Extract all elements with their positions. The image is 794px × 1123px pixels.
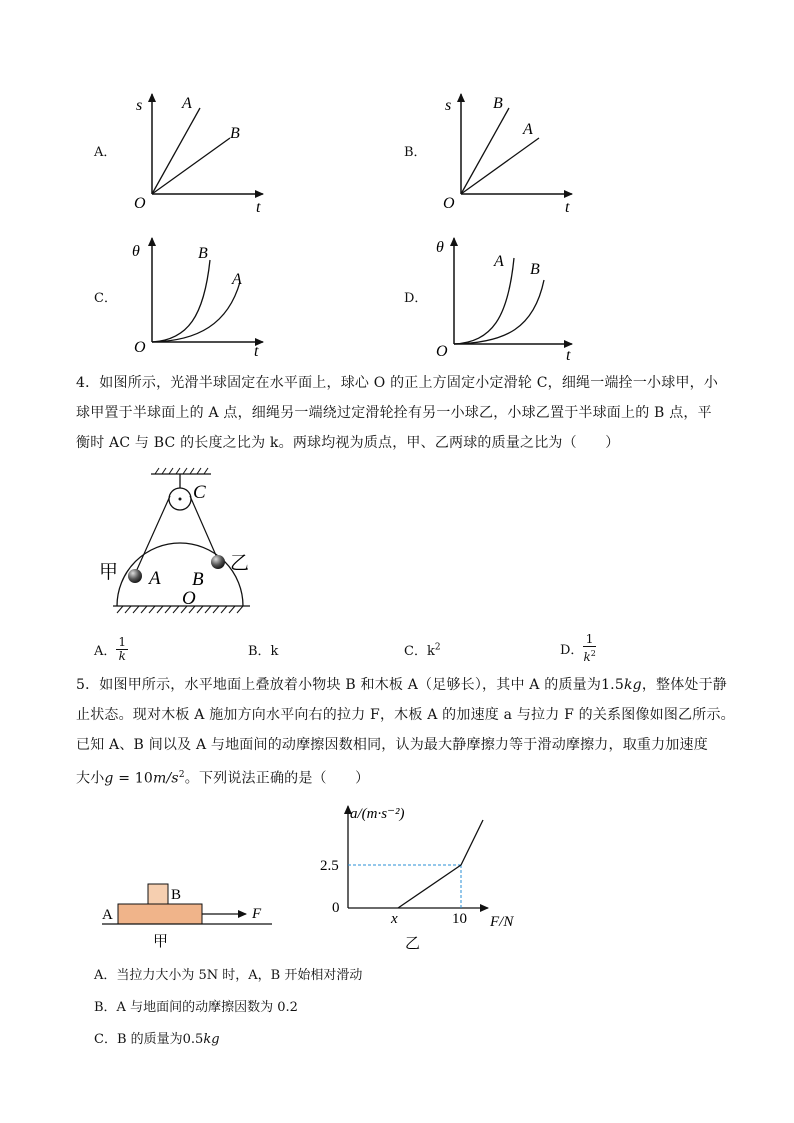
x-axis-label: F/N [490,914,514,930]
q5-line-4 [76,760,736,794]
x-axis-label: t [565,199,570,213]
label-b: B [192,569,204,590]
question-5-text [76,670,736,794]
option-a-label: A． [94,145,117,160]
q5-line-1-end: ，整体处于静 [641,677,728,693]
q5-answer-b[interactable]: B．A 与地面间的动摩擦因数为 0.2 [94,1000,298,1015]
q4-line-2: 球甲置于半球面上的 A 点，细绳另一端绕过定滑轮拴有另一小球乙，小球乙置于半球面上的 B 点，平 [76,405,712,421]
fraction [116,636,128,663]
pulley-axle [179,498,182,501]
y-axis-label: s [136,97,143,114]
curve-label-2: B [530,261,540,278]
board-a [118,904,202,924]
numerator: 1 [583,633,595,647]
q4-line-1: 4．如图所示，光滑半球固定在水平面上，球心 O 的正上方固定小定滑轮 C，细绳一端拴一小球甲，小 [76,375,719,391]
mass-unit: kg [623,677,642,693]
gravity-exponent: 2 [178,770,185,780]
q4-figure [95,466,275,618]
curve-label-2: A [523,121,533,138]
y-axis-label: θ [436,239,444,256]
curve-b [152,260,210,342]
origin-label: O [134,195,146,212]
origin-label: O [436,343,448,360]
curve-label-2: B [230,125,240,142]
q4-option-c[interactable] [404,640,441,659]
denominator [583,647,595,664]
curve-label-2: A [232,271,242,288]
y-tick-2.5: 2.5 [320,858,339,874]
caption-jia: 甲 [153,934,169,950]
q5-line-2: 止状态。现对木板 A 施加方向水平向右的拉力 F，木板 A 的加速度 a 与拉力 F 的关系图像如图乙所示。 [76,707,735,723]
curve-label-1: B [493,95,503,112]
numerator: 1 [118,634,127,649]
block-b [148,884,168,904]
q5-line-1-start: 5．如图甲所示，水平地面上叠放着小物块 B 和木板 A（足够长），其中 A 的质量为 [76,677,602,693]
x-axis-label: t [254,343,259,360]
figure-jia [96,876,281,954]
gravity-unit: m/s [153,770,179,787]
curve-label-1: A [494,253,504,270]
y-axis-label: θ [132,243,140,260]
fraction [583,633,595,664]
q5-line-3: 已知 A、B 间以及 A 与地面间的动摩擦因数相同，认为最大静摩擦力等于滑动摩擦力，取重力加速度 [76,737,708,753]
label-c: C [193,482,206,503]
q4-option-d[interactable] [560,630,596,666]
label-block-b: B [171,887,182,903]
mass-unit: kg [203,1032,220,1047]
graph-option-d [430,232,585,366]
y-tick-0: 0 [332,900,340,916]
origin-label: O [134,339,146,356]
line-a [152,108,200,194]
curve-a [454,258,514,344]
q5-line-1 [76,670,736,700]
x-tick-10: 10 [452,911,467,927]
ground-hatching [117,606,243,613]
option-b-label: B． [404,145,427,160]
option-c-label: C． [94,291,117,306]
label-yi: 乙 [230,553,250,574]
exponent: 2 [590,648,596,658]
caption-yi: 乙 [405,936,421,952]
rope-right [190,496,218,560]
q5-line-4-start: 大小 [76,770,105,787]
graph-option-a [128,88,278,213]
x-tick-x: x [391,911,398,927]
rope-left [135,496,170,574]
curve-a [152,282,240,342]
q5-answer-c[interactable] [94,1024,220,1056]
curve-label-1: A [182,95,192,112]
ceiling-hatching [155,468,208,474]
y-axis-label: s [445,97,452,114]
q4-option-b[interactable]: B．k [248,644,279,659]
label-o: O [182,588,196,609]
denominator: k [118,648,126,663]
gravity-symbol: g [104,770,114,787]
origin-label: O [443,195,455,212]
x-axis-label: t [256,199,261,213]
line-b [461,108,509,194]
label-jia: 甲 [99,562,119,583]
line-b [152,138,230,194]
q4-line-3: 衡时 AC 与 BC 的长度之比为 k。两球均视为质点，甲、乙两球的质量之比为（ ） [76,435,620,451]
q4-option-a-label: A． [94,643,117,659]
ball-jia [128,569,142,583]
mass-a-value: 1.5 [601,677,624,693]
exponent: 2 [434,642,441,653]
q5-line-4-end: 。下列说法正确的是（ ） [184,770,370,787]
option-d-label: D． [404,291,428,306]
question-4-text [76,368,736,458]
label-force: F [252,906,262,922]
gravity-value: = 10 [113,770,154,787]
curve-label-1: B [198,245,208,262]
graph-option-b [437,88,587,213]
x-axis-label: t [566,347,571,364]
q4-option-d-label: D． [560,642,584,658]
figure-yi-chart [310,798,525,956]
graph-option-c [128,232,278,362]
denominator-base: k [583,649,591,664]
ball-yi [211,555,225,569]
line-a [461,138,539,194]
q4-option-a[interactable] [94,632,128,666]
y-axis-label: a/(m·s⁻²) [350,806,405,822]
q5-answer-a[interactable]: A．当拉力大小为 5N 时，A，B 开始相对滑动 [94,968,363,983]
q5-answer-c-text: C．B 的质量为 [94,1032,183,1047]
data-segment-2 [461,820,483,865]
curve-b [454,280,544,344]
data-segment-1 [398,865,461,908]
label-a: A [149,568,161,589]
label-board-a: A [102,907,113,923]
mass-b-value: 0.5 [182,1032,204,1047]
q4-option-c-label: C．k [404,644,435,659]
